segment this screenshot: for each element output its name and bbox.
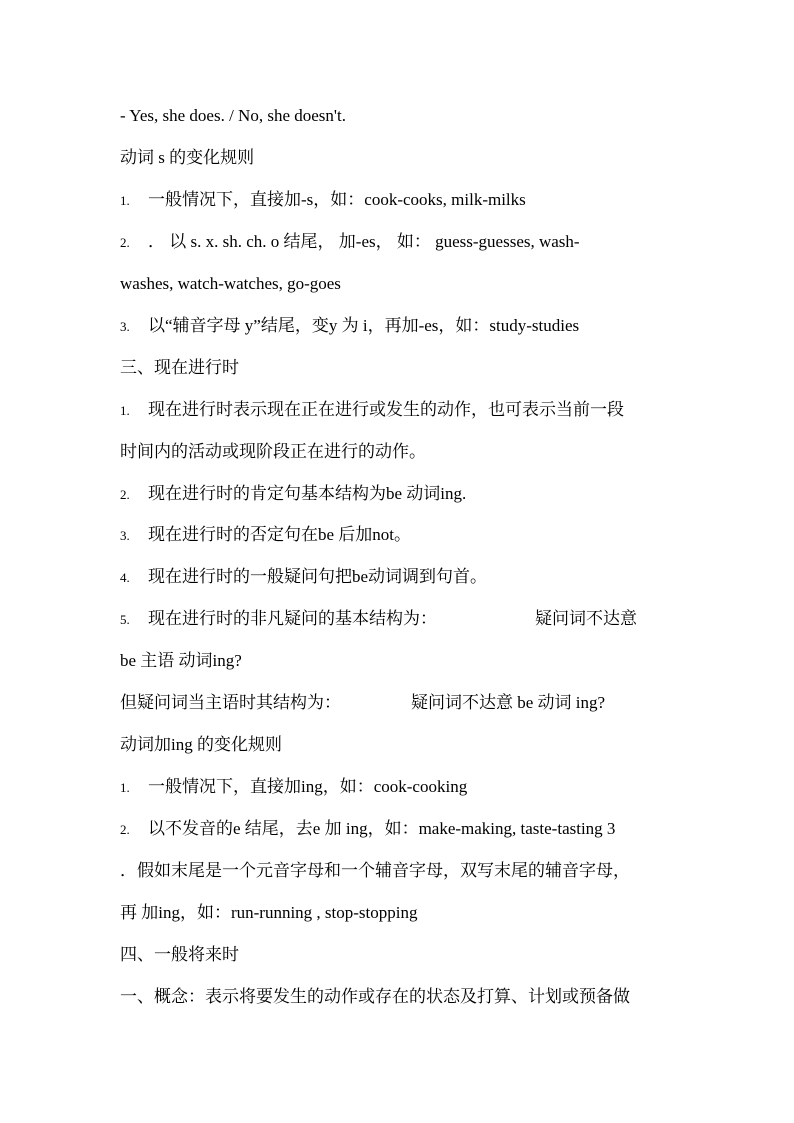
list-number: 2. [120,235,130,250]
list-item [120,776,467,799]
line-text: 现在进行时的非凡疑问的基本结构为： [148,609,437,628]
line-text: 一、概念：表示将要发生的动作或存在的状态及打算、计划或预备做 [120,987,630,1006]
section-heading [120,734,282,756]
text-line [120,441,426,463]
list-number: 2. [120,822,130,837]
line-text: ．假如末尾是一个元音字母和一个辅音字母，双写末尾的辅音字母， [120,861,630,880]
list-number: 4. [120,570,130,585]
line-text: 现在进行时的否定句在be 后加not。 [148,525,412,544]
line-text: washes, watch-watches, go-goes [120,274,341,293]
list-item [120,189,526,212]
section-heading [120,357,239,379]
line-text: 一般情况下，直接加ing，如：cook-cooking [148,777,468,796]
list-item [120,524,411,547]
list-number: 1. [120,780,130,795]
list-item [120,399,624,422]
list-number: 5. [120,612,130,627]
line-text: 以“辅音字母 y”结尾，变y 为 i，再加-es，如：study-studies [148,316,580,335]
line-text: 时间内的活动或现阶段正在进行的动作。 [120,442,426,461]
text-line [120,273,341,295]
line-text: - Yes, she does. / No, she doesn't. [120,106,346,125]
line-text: 再 加ing，如：run-running , stop-stopping [120,903,418,922]
line-text: 四、一般将来时 [120,945,239,964]
text-line [120,692,605,714]
line-text: 疑问词不达意 [535,609,637,628]
list-item [120,483,466,506]
list-item [120,818,615,841]
line-text: 疑问词不达意 be 动词 ing? [411,693,606,712]
line-text: 现在进行时表示现在正在进行或发生的动作，也可表示当前一段 [148,400,624,419]
line-text: 动词 s 的变化规则 [120,148,255,167]
line-text: 三、现在进行时 [120,358,239,377]
list-number: 2. [120,487,130,502]
text-line [120,105,346,127]
list-number: 3. [120,528,130,543]
text-line [120,860,630,882]
text-line [120,986,630,1008]
list-item [120,608,637,631]
line-text: ． 以 s. x. sh. ch. o 结尾， 加-es， 如： guess-guesses, wash- [148,232,580,251]
list-item [120,566,487,589]
list-item [120,231,580,254]
list-number: 1. [120,193,130,208]
line-text: be 主语 动词ing? [120,651,242,670]
list-number: 3. [120,319,130,334]
list-item [120,315,579,338]
line-text: 动词加ing 的变化规则 [120,735,282,754]
text-line [120,650,242,672]
list-number: 1. [120,403,130,418]
line-text: 以不发音的e 结尾，去e 加 ing，如：make-making, taste-tasting 3 [148,819,616,838]
line-text: 现在进行时的肯定句基本结构为be 动词ing. [148,484,467,503]
line-text: 一般情况下，直接加-s，如：cook-cooks, milk-milks [148,190,526,209]
line-text: 现在进行时的一般疑问句把be动词调到句首。 [148,567,488,586]
text-line [120,902,418,924]
section-heading [120,944,239,966]
line-text: 但疑问词当主语时其结构为： [120,693,341,712]
section-heading [120,147,254,169]
